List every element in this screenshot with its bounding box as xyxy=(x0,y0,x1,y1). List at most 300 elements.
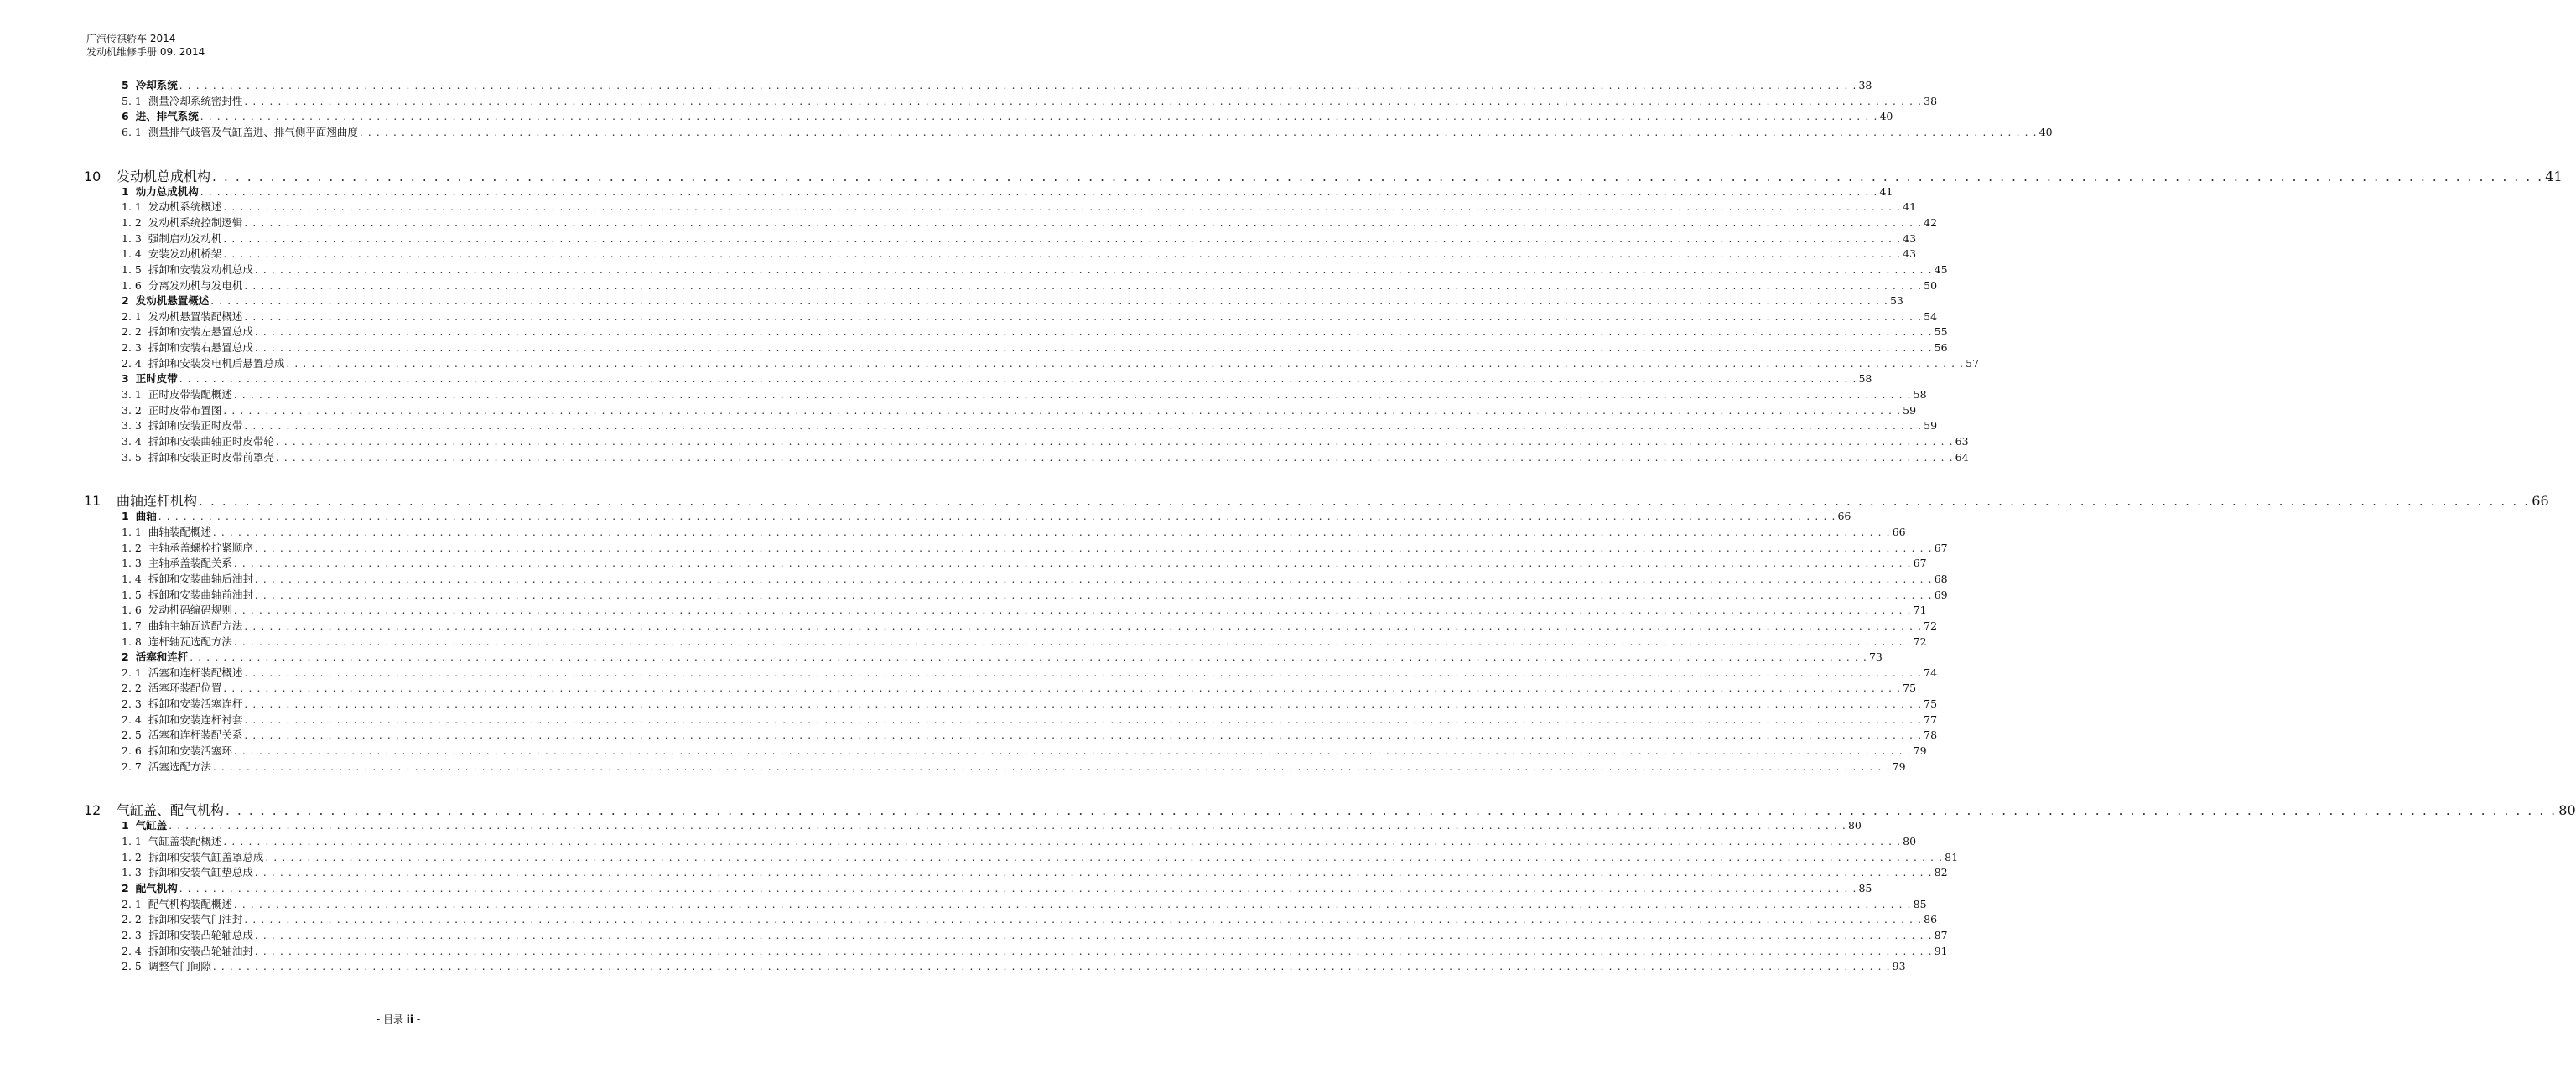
toc-dot-leader: . . . . . . . . . . . . . . . . . . . . . . . . . . . . . . . . . . . . . . . . . . . . . . . . . . . . . . . . . . . . . . . . . . . . . . . . . . . . . . . . . . . . . . . . . . . . . . . . . . . . . . . . . . . . . . . . . . . . . . . . . . . . . . . . . . . . . . . . . . . . . . . . . . . . . . . . . . . . . . . . . . . . . . . . . . . . . . . . . . . . . . . . . . . . . . . . . . . . . . . . xyxy=(179,882,1857,894)
toc-dot-leader: . . . . . . . . . . . . . . . . . . . . . . . . . . . . . . . . . . . . . . . . . . . . . . . . . . . . . . . . . . . . . . . . . . . . . . . . . . . . . . . . . . . . . . . . . . . . . . . . . . . . . . . . . . . . . . . . . . . . . . . . . . . . . . . . . . . . . . . . . . . . . . . . . . . . . . . . . . . . . . . . . . . . . . . . . . . . . . . . . . . . . . . . . . . . . . . . . . . . . . . . xyxy=(233,557,1912,570)
toc-dot-leader: . . . . . . . . . . . . . . . . . . . . . . . . . . . . . . . . . . . . . . . . . . . . . . . . . . . . . . . . . . . . . . . . . . . . . . . . . . . . . . . . . . . . . . . . . . . . . . . . . . . . . . . . . . . . . . . . . . . . . . . . . . . . . . . . . . . . . . . . . . . . . . . . . . . . . . . . . . . . . . . . . . . . . . . . . . . . . . . . . . . . . . . . . . . . . . . . . . . . . . . . xyxy=(233,745,1912,758)
toc-entry-sub[interactable] xyxy=(84,277,1938,293)
toc-entry-page: 59 xyxy=(1924,419,1938,433)
toc-entry-label xyxy=(122,419,242,433)
toc-entry-page: 75 xyxy=(1924,697,1938,711)
toc-entry-number: 3 xyxy=(122,372,129,386)
toc-entry-number: 1. 2 xyxy=(122,850,142,863)
toc-entry-title: 拆卸和安装凸轮轴总成 xyxy=(148,928,253,941)
toc-entry-page: 73 xyxy=(1868,651,1883,664)
toc-entry-title: 正时皮带布置图 xyxy=(148,403,222,417)
toc-entry-page: 64 xyxy=(1955,450,1969,464)
toc-entry-sub[interactable] xyxy=(84,911,1938,926)
toc-dot-leader: . . . . . . . . . . . . . . . . . . . . . . . . . . . . . . . . . . . . . . . . . . . . . . . . . . . . . . . . . . . . . . . . . . . . . . . . . . . . . . . . . . . . . . . . . . . . . . . . . . . . . . . . . . . . . . . . . . . . . . . . . . . . . . . . . . . . . . . . . . . . . . . . . . . . . . . . . . . . . . . . . . . . . . . . . . . . . . . . . . . . . . . . . . . . . . . . . . . . . . . . xyxy=(200,185,1878,198)
toc-entry-page: 58 xyxy=(1858,372,1872,386)
toc-entry-page: 67 xyxy=(1913,557,1927,570)
toc-dot-leader: . . . . . . . . . . . . . . . . . . . . . . . . . . . . . . . . . . . . . . . . . . . . . . . . . . . . . . . . . . . . . . . . . . . . . . . . . . . . . . . . . . . . . . . . . . . . . . . . . . . . . . . . . . . . . . . . . . . . . . . . . . . . . . . . . . . . . . . . . . . . . . . . . . . . . . . . . . . . . . . . . . . . . . . . . . . . . . . . . . . . . . . . . . . . . . . . . . . . . . . . xyxy=(254,326,1933,339)
toc-entry-title: 拆卸和安装活塞环 xyxy=(148,744,232,758)
toc-entry-sub[interactable] xyxy=(84,308,1938,324)
toc-entry-number: 1 xyxy=(122,184,129,198)
toc-entry-label xyxy=(122,451,274,464)
toc-entry-number: 2. 5 xyxy=(122,960,142,973)
toc-entry-title: 拆卸和安装气缸垫总成 xyxy=(148,866,253,879)
toc-entry-label xyxy=(122,341,253,355)
toc-entry-number: 1. 5 xyxy=(122,262,142,276)
toc-entry-sub[interactable] xyxy=(84,712,1938,727)
toc-entry-label xyxy=(122,126,358,139)
toc-entry-number: 10 xyxy=(84,168,101,184)
toc-entry-label xyxy=(122,898,232,911)
toc-entry-number: 2 xyxy=(122,294,129,308)
toc-entry-page: 59 xyxy=(1903,403,1917,417)
toc-dot-leader: . . . . . . . . . . . . . . . . . . . . . . . . . . . . . . . . . . . . . . . . . . . . . . . . . . . . . . . . . . . . . . . . . . . . . . . . . . . . . . . . . . . . . . . . . . . . . . . . . . . . . . . . . . . . . . . . . . . . . . . . . . . . . . . . . . . . . . . . . . . . . . . . . . . . . . . . . . . . . . . . . . . . . . . . . . . . . . . . . . . . . . . . . . . . . . . . . . . . . . . . xyxy=(179,80,1857,91)
toc-entry-title: 发动机悬置装配概述 xyxy=(148,309,243,323)
toc-dot-leader: . . . . . . . . . . . . . . . . . . . . . . . . . . . . . . . . . . . . . . . . . . . . . . . . . . . . . . . . . . . . . . . . . . . . . . . . . . . . . . . . . . . . . . . . . . . . . . . . . . . . . . . . . . . . . . . . . . . . . . . . . . . . . . . . . . . . . . . . . . . . . . . . . . . . . . . . . . . . . . . . . . . . . . . . . . . . . . . . . . . . . . . . . . . . . . . . . . . . . . . . xyxy=(212,961,1891,973)
toc-entry-title: 拆卸和安装气缸盖罩总成 xyxy=(148,850,264,863)
toc-entry-number: 12 xyxy=(84,802,101,819)
toc-entry-chap[interactable] xyxy=(84,799,2576,819)
toc-entry-page: 68 xyxy=(1934,572,1948,585)
toc-entry-label xyxy=(122,232,221,246)
toc-dot-leader: . . . . . . . . . . . . . . . . . . . . . . . . . . . . . . . . . . . . . . . . . . . . . . . . . . . . . . . . . . . . . . . . . . . . . . . . . . . . . . . . . . . . . . . . . . . . . . . . . . . . . . . . . . . . . . . . . . . . . . . . . . . . . . . . . . . . . . . . . . . . . . . . . . . . . . . . . . . . . . . . . . . . . . . . . . . . . . . . . . . . . . . . . . . . . . . . . . . . . . . . xyxy=(244,279,1923,292)
toc-entry-page: 53 xyxy=(1889,294,1903,308)
toc-entry-sub[interactable] xyxy=(84,199,1917,214)
toc-entry-sec[interactable] xyxy=(84,508,1852,523)
toc-entry-number: 2. 5 xyxy=(122,728,142,742)
toc-entry-sub[interactable] xyxy=(84,958,1906,973)
toc-entry-number: 1. 7 xyxy=(122,619,142,632)
toc-entry-number: 2 xyxy=(122,881,129,894)
toc-entry-sub[interactable] xyxy=(84,896,1927,911)
toc-entry-sub[interactable] xyxy=(84,618,1938,633)
toc-entry-page: 67 xyxy=(1934,541,1948,554)
toc-entry-page: 77 xyxy=(1924,713,1938,726)
toc-entry-title: 安装发动机桥架 xyxy=(148,247,222,261)
toc-dot-leader: . . . . . . . . . . . . . . . . . . . . . . . . . . . . . . . . . . . . . . . . . . . . . . . . . . . . . . . . . . . . . . . . . . . . . . . . . . . . . . . . . . . . . . . . . . . . . . . . . . . . . . . . . . . . . . . . . . . . . . . . . . . . . . . . . . . . . . . . . . . . . . . . . . . . . . . . . . . . . . . . . . . . . . . . . . . . . . . . . . . . . . . . . . . . . . . . . . . . . . . . xyxy=(265,851,1944,863)
toc-entry-label xyxy=(122,325,253,339)
toc-entry-label xyxy=(122,651,188,664)
toc-dot-leader: . . . . . . . . . . . . . . . . . . . . . . . . . . . . . . . . . . . . . . . . . . . . . . . . . . . . . . . . . . . . . . . . . . . . . . . . . . . . . . . . . . . . . . . . . . . . . . . . . . . . . . . . . . . . . . . . . . . . . . . . . . . . . . . . . . . . . . . . . . . . . . . . . . . . . . . . . . . . . . . . . . . . . . . . . . . . . . . . . . . . . . . . . . . . . . . . . . . . . . . . xyxy=(233,898,1912,910)
toc-entry-label xyxy=(122,619,242,633)
toc-entry-page: 45 xyxy=(1934,262,1948,276)
toc-entry-page: 74 xyxy=(1924,666,1938,679)
toc-entry-title: 配气机构 xyxy=(135,881,178,894)
toc-entry-sec[interactable] xyxy=(84,77,1872,92)
toc-entry-number: 2. 1 xyxy=(122,897,142,910)
toc-entry-title: 气缸盖、配气机构 xyxy=(117,802,225,819)
toc-entry-title: 曲轴连杆机构 xyxy=(117,493,198,510)
toc-entry-title: 测量冷却系统密封性 xyxy=(148,94,243,107)
toc-entry-title: 气缸盖 xyxy=(135,819,168,832)
toc-entry-label xyxy=(122,682,221,695)
toc-entry-sub[interactable] xyxy=(84,833,1917,848)
toc-entry-title: 连杆轴瓦选配方法 xyxy=(148,635,232,648)
toc-entry-label xyxy=(122,372,178,386)
toc-entry-label xyxy=(122,866,253,879)
toc-entry-page: 79 xyxy=(1892,759,1906,773)
toc-entry-label xyxy=(122,216,242,230)
toc-entry-page: 91 xyxy=(1934,944,1948,957)
toc-entry-sub[interactable] xyxy=(84,355,1980,371)
toc-entry-sub[interactable] xyxy=(84,602,1927,617)
toc-dot-leader: . . . . . . . . . . . . . . . . . . . . . . . . . . . . . . . . . . . . . . . . . . . . . . . . . . . . . . . . . . . . . . . . . . . . . . . . . . . . . . . . . . . . . . . . . . . . . . . . . . . . . . . . . . . . . . . . . . . . . . . . . . . . . . . . . . . . . . . . . . . . . . . . . . . . . . . . . . . . . . . . . . . . . . . . . . . . . . . . . . . . . . . . . . . . . . . . . . . . . . . . xyxy=(169,820,1846,832)
toc-entry-title: 拆卸和安装凸轮轴油封 xyxy=(148,944,253,957)
toc-entry-title: 分离发动机与发电机 xyxy=(148,278,243,292)
header-title: 广汽传祺轿车 2014 xyxy=(86,33,176,44)
toc-entry-number: 2. 2 xyxy=(122,325,142,339)
toc-entry-sub[interactable] xyxy=(84,849,1959,864)
toc-entry-sub[interactable] xyxy=(84,524,1906,539)
toc-dot-leader: . . . . . . . . . . . . . . . . . . . . . . . . . . . . . . . . . . . . . . . . . . . . . . . . . . . . . . . . . . . . . . . . . . . . . . . . . . . . . . . . . . . . . . . . . . . . . . . . . . . . . . . . . . . . . . . . . . . . . . . . . . . . . . . . . . . . . . . . . . . . . . . . . . . . . . . . . . . . . . . . . . . . . . . . . . . . . . . . . . . . . . . . . . . . . . . . . . . . . . . . xyxy=(226,803,2558,819)
toc-entry-sub[interactable] xyxy=(84,727,1938,742)
toc-entry-label xyxy=(84,493,197,510)
toc-entry-number: 1. 5 xyxy=(122,588,142,601)
toc-entry-page: 93 xyxy=(1892,960,1906,973)
toc-dot-leader: . . . . . . . . . . . . . . . . . . . . . . . . . . . . . . . . . . . . . . . . . . . . . . . . . . . . . . . . . . . . . . . . . . . . . . . . . . . . . . . . . . . . . . . . . . . . . . . . . . . . . . . . . . . . . . . . . . . . . . . . . . . . . . . . . . . . . . . . . . . . . . . . . . . . . . . . . . . . . . . . . . . . . . . . . . . . . . . . . . . . . . . . . . . . . . . . . . . . . . . . xyxy=(244,216,1923,229)
toc-entry-number: 2. 3 xyxy=(122,697,142,711)
toc-entry-sub[interactable] xyxy=(84,340,1948,355)
toc-dot-leader: . . . . . . . . . . . . . . . . . . . . . . . . . . . . . . . . . . . . . . . . . . . . . . . . . . . . . . . . . . . . . . . . . . . . . . . . . . . . . . . . . . . . . . . . . . . . . . . . . . . . . . . . . . . . . . . . . . . . . . . . . . . . . . . . . . . . . . . . . . . . . . . . . . . . . . . . . . . . . . . . . . . . . . . . . . . . . . . . . . . . . . . . . . . . . . . . . . . . . . . . xyxy=(212,168,2544,184)
toc-entry-page: 72 xyxy=(1913,635,1927,648)
toc-entry-number: 2. 7 xyxy=(122,759,142,773)
toc-entry-page: 71 xyxy=(1913,604,1927,617)
toc-entry-label xyxy=(122,851,263,864)
toc-entry-number: 1. 2 xyxy=(122,215,142,229)
toc-entry-page: 66 xyxy=(1892,525,1906,538)
toc-dot-leader: . . . . . . . . . . . . . . . . . . . . . . . . . . . . . . . . . . . . . . . . . . . . . . . . . . . . . . . . . . . . . . . . . . . . . . . . . . . . . . . . . . . . . . . . . . . . . . . . . . . . . . . . . . . . . . . . . . . . . . . . . . . . . . . . . . . . . . . . . . . . . . . . . . . . . . . . . . . . . . . . . . . . . . . . . . . . . . . . . . . . . . . . . . . . . . . . . . . . . . . . xyxy=(244,95,1923,107)
toc-entry-page: 72 xyxy=(1924,619,1938,632)
toc-entry-number: 5 xyxy=(122,79,129,91)
toc-entry-page: 85 xyxy=(1858,881,1872,894)
toc-entry-label xyxy=(122,819,167,832)
toc-entry-page: 80 xyxy=(1903,835,1917,848)
toc-dot-leader: . . . . . . . . . . . . . . . . . . . . . . . . . . . . . . . . . . . . . . . . . . . . . . . . . . . . . . . . . . . . . . . . . . . . . . . . . . . . . . . . . . . . . . . . . . . . . . . . . . . . . . . . . . . . . . . . . . . . . . . . . . . . . . . . . . . . . . . . . . . . . . . . . . . . . . . . . . . . . . . . . . . . . . . . . . . . . . . . . . . . . . . . . . . . . . . . . . . . . . . . xyxy=(244,420,1923,433)
toc-entry-title: 拆卸和安装连杆衬套 xyxy=(148,713,243,726)
toc-entry-number: 2. 4 xyxy=(122,356,142,370)
toc-dot-leader: . . . . . . . . . . . . . . . . . . . . . . . . . . . . . . . . . . . . . . . . . . . . . . . . . . . . . . . . . . . . . . . . . . . . . . . . . . . . . . . . . . . . . . . . . . . . . . . . . . . . . . . . . . . . . . . . . . . . . . . . . . . . . . . . . . . . . . . . . . . . . . . . . . . . . . . . . . . . . . . . . . . . . . . . . . . . . . . . . . . . . . . . . . . . . . . . . . . . . . . . xyxy=(359,126,2038,138)
toc-dot-leader: . . . . . . . . . . . . . . . . . . . . . . . . . . . . . . . . . . . . . . . . . . . . . . . . . . . . . . . . . . . . . . . . . . . . . . . . . . . . . . . . . . . . . . . . . . . . . . . . . . . . . . . . . . . . . . . . . . . . . . . . . . . . . . . . . . . . . . . . . . . . . . . . . . . . . . . . . . . . . . . . . . . . . . . . . . . . . . . . . . . . . . . . . . . . . . . . . . . . . . . . xyxy=(254,263,1933,276)
toc-dot-leader: . . . . . . . . . . . . . . . . . . . . . . . . . . . . . . . . . . . . . . . . . . . . . . . . . . . . . . . . . . . . . . . . . . . . . . . . . . . . . . . . . . . . . . . . . . . . . . . . . . . . . . . . . . . . . . . . . . . . . . . . . . . . . . . . . . . . . . . . . . . . . . . . . . . . . . . . . . . . . . . . . . . . . . . . . . . . . . . . . . . . . . . . . . . . . . . . . . . . . . . . xyxy=(275,451,1954,464)
toc-dot-leader: . . . . . . . . . . . . . . . . . . . . . . . . . . . . . . . . . . . . . . . . . . . . . . . . . . . . . . . . . . . . . . . . . . . . . . . . . . . . . . . . . . . . . . . . . . . . . . . . . . . . . . . . . . . . . . . . . . . . . . . . . . . . . . . . . . . . . . . . . . . . . . . . . . . . . . . . . . . . . . . . . . . . . . . . . . . . . . . . . . . . . . . . . . . . . . . . . . . . . . . . xyxy=(254,867,1933,879)
toc-entry-label xyxy=(122,960,211,973)
toc-entry-title: 冷却系统 xyxy=(135,79,178,91)
toc-entry-label xyxy=(122,945,253,958)
toc-entry-number: 3. 5 xyxy=(122,450,142,464)
toc-entry-page: 80 xyxy=(1847,819,1862,832)
toc-entry-label xyxy=(122,388,232,402)
toc-entry-page: 78 xyxy=(1924,728,1938,742)
toc-entry-title: 拆卸和安装正时皮带前罩壳 xyxy=(148,450,274,464)
toc-dot-leader: . . . . . . . . . . . . . . . . . . . . . . . . . . . . . . . . . . . . . . . . . . . . . . . . . . . . . . . . . . . . . . . . . . . . . . . . . . . . . . . . . . . . . . . . . . . . . . . . . . . . . . . . . . . . . . . . . . . . . . . . . . . . . . . . . . . . . . . . . . . . . . . . . . . . . . . . . . . . . . . . . . . . . . . . . . . . . . . . . . . . . . . . . . . . . . . . . . . . . . . . xyxy=(254,542,1933,554)
toc-entry-sub[interactable] xyxy=(84,215,1938,230)
toc-entry-title: 拆卸和安装曲轴前油封 xyxy=(148,588,253,601)
toc-entry-title: 活塞和连杆 xyxy=(135,651,189,664)
toc-entry-title: 动力总成机构 xyxy=(135,184,199,198)
toc-entry-sub[interactable] xyxy=(84,402,1917,417)
toc-entry-label xyxy=(122,510,157,523)
toc-dot-leader: . . . . . . . . . . . . . . . . . . . . . . . . . . . . . . . . . . . . . . . . . . . . . . . . . . . . . . . . . . . . . . . . . . . . . . . . . . . . . . . . . . . . . . . . . . . . . . . . . . . . . . . . . . . . . . . . . . . . . . . . . . . . . . . . . . . . . . . . . . . . . . . . . . . . . . . . . . . . . . . . . . . . . . . . . . . . . . . . . . . . . . . . . . . . . . . . . . . . . . . . xyxy=(210,295,1888,308)
toc-entry-label xyxy=(122,95,242,108)
toc-entry-number: 1. 6 xyxy=(122,278,142,292)
toc-entry-title: 活塞环装配位置 xyxy=(148,682,222,695)
toc-entry-page: 81 xyxy=(1945,850,1959,863)
toc-entry-sec[interactable] xyxy=(84,293,1903,308)
toc-entry-sub[interactable] xyxy=(84,587,1948,602)
toc-entry-page: 38 xyxy=(1924,94,1938,107)
toc-entry-label xyxy=(122,185,199,199)
toc-entry-title: 拆卸和安装气门油封 xyxy=(148,913,243,926)
toc-dot-leader: . . . . . . . . . . . . . . . . . . . . . . . . . . . . . . . . . . . . . . . . . . . . . . . . . . . . . . . . . . . . . . . . . . . . . . . . . . . . . . . . . . . . . . . . . . . . . . . . . . . . . . . . . . . . . . . . . . . . . . . . . . . . . . . . . . . . . . . . . . . . . . . . . . . . . . . . . . . . . . . . . . . . . . . . . . . . . . . . . . . . . . . . . . . . . . . . . . . . . . . . xyxy=(223,404,1902,417)
toc-entry-sub[interactable] xyxy=(84,665,1938,680)
toc-entry-title: 拆卸和安装右悬置总成 xyxy=(148,341,253,355)
toc-dot-leader: . . . . . . . . . . . . . . . . . . . . . . . . . . . . . . . . . . . . . . . . . . . . . . . . . . . . . . . . . . . . . . . . . . . . . . . . . . . . . . . . . . . . . . . . . . . . . . . . . . . . . . . . . . . . . . . . . . . . . . . . . . . . . . . . . . . . . . . . . . . . . . . . . . . . . . . . . . . . . . . . . . . . . . . . . . . . . . . . . . . . . . . . . . . . . . . . . . . . . . . . xyxy=(223,682,1902,695)
toc-entry-sub[interactable] xyxy=(84,540,1948,555)
toc-entry-title: 活塞和连杆装配概述 xyxy=(148,666,243,679)
toc-entry-label xyxy=(122,279,242,293)
toc-entry-title: 发动机悬置概述 xyxy=(135,294,210,308)
toc-entry-sub[interactable] xyxy=(84,449,1969,464)
toc-entry-title: 发动机总成机构 xyxy=(117,168,211,184)
toc-entry-page: 41 xyxy=(1903,200,1917,214)
toc-entry-number: 2. 4 xyxy=(122,713,142,726)
toc-entry-sub[interactable] xyxy=(84,634,1927,649)
toc-dot-leader: . . . . . . . . . . . . . . . . . . . . . . . . . . . . . . . . . . . . . . . . . . . . . . . . . . . . . . . . . . . . . . . . . . . . . . . . . . . . . . . . . . . . . . . . . . . . . . . . . . . . . . . . . . . . . . . . . . . . . . . . . . . . . . . . . . . . . . . . . . . . . . . . . . . . . . . . . . . . . . . . . . . . . . . . . . . . . . . . . . . . . . . . . . . . . . . . . . . . . . . . xyxy=(223,201,1902,214)
toc-entry-page: 40 xyxy=(1879,110,1893,123)
toc-entry-number: 2. 6 xyxy=(122,744,142,758)
toc-entry-label xyxy=(122,588,253,602)
toc-entry-number: 3. 2 xyxy=(122,403,142,417)
toc-entry-number: 2. 4 xyxy=(122,944,142,957)
toc-entry-page: 57 xyxy=(1966,356,1980,370)
toc-entry-title: 拆卸和安装曲轴正时皮带轮 xyxy=(148,435,274,448)
toc-entry-title: 主轴承盖装配关系 xyxy=(148,557,232,570)
toc-entry-label xyxy=(122,110,199,123)
toc-dot-leader: . . . . . . . . . . . . . . . . . . . . . . . . . . . . . . . . . . . . . . . . . . . . . . . . . . . . . . . . . . . . . . . . . . . . . . . . . . . . . . . . . . . . . . . . . . . . . . . . . . . . . . . . . . . . . . . . . . . . . . . . . . . . . . . . . . . . . . . . . . . . . . . . . . . . . . . . . . . . . . . . . . . . . . . . . . . . . . . . . . . . . . . . . . . . . . . . . . . . . . . . xyxy=(254,929,1933,941)
toc-entry-sub[interactable] xyxy=(84,927,1948,942)
toc-entry-title: 曲轴 xyxy=(135,510,157,523)
toc-entry-page: 66 xyxy=(2532,493,2549,510)
toc-entry-title: 气缸盖装配概述 xyxy=(148,835,222,848)
toc-entry-page: 75 xyxy=(1903,682,1917,695)
toc-entry-number: 2. 1 xyxy=(122,666,142,679)
toc-entry-label xyxy=(122,666,242,680)
toc-dot-leader: . . . . . . . . . . . . . . . . . . . . . . . . . . . . . . . . . . . . . . . . . . . . . . . . . . . . . . . . . . . . . . . . . . . . . . . . . . . . . . . . . . . . . . . . . . . . . . . . . . . . . . . . . . . . . . . . . . . . . . . . . . . . . . . . . . . . . . . . . . . . . . . . . . . . . . . . . . . . . . . . . . . . . . . . . . . . . . . . . . . . . . . . . . . . . . . . . . . . . . . . xyxy=(244,914,1923,926)
toc-entry-page: 69 xyxy=(1934,588,1948,601)
toc-entry-page: 42 xyxy=(1924,215,1938,229)
toc-entry-page: 41 xyxy=(2545,168,2563,184)
toc-dot-leader: . . . . . . . . . . . . . . . . . . . . . . . . . . . . . . . . . . . . . . . . . . . . . . . . . . . . . . . . . . . . . . . . . . . . . . . . . . . . . . . . . . . . . . . . . . . . . . . . . . . . . . . . . . . . . . . . . . . . . . . . . . . . . . . . . . . . . . . . . . . . . . . . . . . . . . . . . . . . . . . . . . . . . . . . . . . . . . . . . . . . . . . . . . . . . . . . . . . . . . . . xyxy=(286,357,1965,370)
toc-entry-number: 3. 3 xyxy=(122,419,142,433)
toc-entry-page: 38 xyxy=(1858,79,1872,91)
toc-entry-label xyxy=(122,263,253,277)
toc-entry-sub[interactable] xyxy=(84,124,2053,139)
footer-page-number: ii xyxy=(406,1013,414,1025)
toc-entry-page: 41 xyxy=(1879,184,1893,198)
toc-entry-label xyxy=(122,310,242,324)
toc-entry-sub[interactable] xyxy=(84,571,1948,586)
toc-entry-number: 2. 2 xyxy=(122,913,142,926)
toc-dot-leader: . . . . . . . . . . . . . . . . . . . . . . . . . . . . . . . . . . . . . . . . . . . . . . . . . . . . . . . . . . . . . . . . . . . . . . . . . . . . . . . . . . . . . . . . . . . . . . . . . . . . . . . . . . . . . . . . . . . . . . . . . . . . . . . . . . . . . . . . . . . . . . . . . . . . . . . . . . . . . . . . . . . . . . . . . . . . . . . . . . . . . . . . . . . . . . . . . . . . . . . . xyxy=(190,651,1867,664)
toc-entry-title: 拆卸和安装曲轴后油封 xyxy=(148,572,253,585)
toc-dot-leader: . . . . . . . . . . . . . . . . . . . . . . . . . . . . . . . . . . . . . . . . . . . . . . . . . . . . . . . . . . . . . . . . . . . . . . . . . . . . . . . . . . . . . . . . . . . . . . . . . . . . . . . . . . . . . . . . . . . . . . . . . . . . . . . . . . . . . . . . . . . . . . . . . . . . . . . . . . . . . . . . . . . . . . . . . . . . . . . . . . . . . . . . . . . . . . . . . . . . . . . . xyxy=(223,248,1902,261)
toc-entry-number: 6 xyxy=(122,110,129,123)
toc-entry-label xyxy=(122,728,242,742)
toc-entry-label xyxy=(122,79,178,92)
toc-entry-chap[interactable] xyxy=(84,165,2563,185)
toc-dot-leader: . . . . . . . . . . . . . . . . . . . . . . . . . . . . . . . . . . . . . . . . . . . . . . . . . . . . . . . . . . . . . . . . . . . . . . . . . . . . . . . . . . . . . . . . . . . . . . . . . . . . . . . . . . . . . . . . . . . . . . . . . . . . . . . . . . . . . . . . . . . . . . . . . . . . . . . . . . . . . . . . . . . . . . . . . . . . . . . . . . . . . . . . . . . . . . . . . . . . . . . . xyxy=(179,373,1857,386)
toc-entry-label xyxy=(122,557,232,570)
toc-dot-leader: . . . . . . . . . . . . . . . . . . . . . . . . . . . . . . . . . . . . . . . . . . . . . . . . . . . . . . . . . . . . . . . . . . . . . . . . . . . . . . . . . . . . . . . . . . . . . . . . . . . . . . . . . . . . . . . . . . . . . . . . . . . . . . . . . . . . . . . . . . . . . . . . . . . . . . . . . . . . . . . . . . . . . . . . . . . . . . . . . . . . . . . . . . . . . . . . . . . . . . . . xyxy=(244,310,1923,323)
toc-entry-page: 63 xyxy=(1955,435,1969,448)
toc-entry-page: 82 xyxy=(1934,866,1948,879)
toc-entry-number: 1. 1 xyxy=(122,200,142,214)
toc-entry-label xyxy=(122,357,284,371)
toc-entry-number: 1 xyxy=(122,510,129,523)
toc-dot-leader: . . . . . . . . . . . . . . . . . . . . . . . . . . . . . . . . . . . . . . . . . . . . . . . . . . . . . . . . . . . . . . . . . . . . . . . . . . . . . . . . . . . . . . . . . . . . . . . . . . . . . . . . . . . . . . . . . . . . . . . . . . . . . . . . . . . . . . . . . . . . . . . . . . . . . . . . . . . . . . . . . . . . . . . . . . . . . . . . . . . . . . . . . . . . . . . . . . . . . . . . xyxy=(200,111,1878,123)
toc-entry-page: 43 xyxy=(1903,247,1917,261)
toc-entry-title: 正时皮带 xyxy=(135,372,178,386)
toc-dot-leader: . . . . . . . . . . . . . . . . . . . . . . . . . . . . . . . . . . . . . . . . . . . . . . . . . . . . . . . . . . . . . . . . . . . . . . . . . . . . . . . . . . . . . . . . . . . . . . . . . . . . . . . . . . . . . . . . . . . . . . . . . . . . . . . . . . . . . . . . . . . . . . . . . . . . . . . . . . . . . . . . . . . . . . . . . . . . . . . . . . . . . . . . . . . . . . . . . . . . . . . . xyxy=(233,389,1912,402)
toc-entry-label xyxy=(122,713,242,727)
toc-entry-page: 80 xyxy=(2558,802,2576,819)
toc-entry-title: 发动机系统概述 xyxy=(148,200,222,214)
toc-dot-leader: . . . . . . . . . . . . . . . . . . . . . . . . . . . . . . . . . . . . . . . . . . . . . . . . . . . . . . . . . . . . . . . . . . . . . . . . . . . . . . . . . . . . . . . . . . . . . . . . . . . . . . . . . . . . . . . . . . . . . . . . . . . . . . . . . . . . . . . . . . . . . . . . . . . . . . . . . . . . . . . . . . . . . . . . . . . . . . . . . . . . . . . . . . . . . . . . . . . . . . . . xyxy=(233,604,1912,617)
toc-entry-number: 2. 1 xyxy=(122,309,142,323)
toc-entry-title: 活塞和连杆装配关系 xyxy=(148,728,243,742)
toc-entry-sub[interactable] xyxy=(84,743,1927,758)
toc-entry-sec[interactable] xyxy=(84,817,1862,832)
toc-entry-number: 11 xyxy=(84,493,101,510)
toc-entry-sub[interactable] xyxy=(84,231,1917,246)
toc-entry-number: 1. 4 xyxy=(122,247,142,261)
toc-entry-number: 1. 4 xyxy=(122,572,142,585)
toc-entry-sub[interactable] xyxy=(84,246,1917,261)
toc-entry-label xyxy=(122,635,232,649)
toc-entry-sub[interactable] xyxy=(84,417,1938,433)
toc-entry-page: 54 xyxy=(1924,309,1938,323)
toc-dot-leader: . . . . . . . . . . . . . . . . . . . . . . . . . . . . . . . . . . . . . . . . . . . . . . . . . . . . . . . . . . . . . . . . . . . . . . . . . . . . . . . . . . . . . . . . . . . . . . . . . . . . . . . . . . . . . . . . . . . . . . . . . . . . . . . . . . . . . . . . . . . . . . . . . . . . . . . . . . . . . . . . . . . . . . . . . . . . . . . . . . . . . . . . . . . . . . . . . . . . . . . . xyxy=(244,698,1923,711)
toc-dot-leader: . . . . . . . . . . . . . . . . . . . . . . . . . . . . . . . . . . . . . . . . . . . . . . . . . . . . . . . . . . . . . . . . . . . . . . . . . . . . . . . . . . . . . . . . . . . . . . . . . . . . . . . . . . . . . . . . . . . . . . . . . . . . . . . . . . . . . . . . . . . . . . . . . . . . . . . . . . . . . . . . . . . . . . . . . . . . . . . . . . . . . . . . . . . . . . . . . . . . . . . . xyxy=(244,619,1923,632)
toc-entry-page: 79 xyxy=(1913,744,1927,758)
footer-prefix: - 目录 xyxy=(376,1013,407,1025)
toc-entry-title: 调整气门间隙 xyxy=(148,960,211,973)
toc-entry-label xyxy=(122,929,253,942)
toc-entry-number: 1. 3 xyxy=(122,231,142,245)
toc-entry-label xyxy=(84,802,224,819)
toc-dot-leader: . . . . . . . . . . . . . . . . . . . . . . . . . . . . . . . . . . . . . . . . . . . . . . . . . . . . . . . . . . . . . . . . . . . . . . . . . . . . . . . . . . . . . . . . . . . . . . . . . . . . . . . . . . . . . . . . . . . . . . . . . . . . . . . . . . . . . . . . . . . . . . . . . . . . . . . . . . . . . . . . . . . . . . . . . . . . . . . . . . . . . . . . . . . . . . . . . . . . . . . . xyxy=(158,511,1836,523)
toc-entry-title: 强制启动发动机 xyxy=(148,231,222,245)
toc-entry-label xyxy=(122,247,221,261)
toc-entry-number: 3. 1 xyxy=(122,388,142,402)
page-header xyxy=(86,32,205,59)
page-footer xyxy=(0,1012,797,1026)
toc-entry-title: 进、排气系统 xyxy=(135,110,199,123)
toc-dot-leader: . . . . . . . . . . . . . . . . . . . . . . . . . . . . . . . . . . . . . . . . . . . . . . . . . . . . . . . . . . . . . . . . . . . . . . . . . . . . . . . . . . . . . . . . . . . . . . . . . . . . . . . . . . . . . . . . . . . . . . . . . . . . . . . . . . . . . . . . . . . . . . . . . . . . . . . . . . . . . . . . . . . . . . . . . . . . . . . . . . . . . . . . . . . . . . . . . . . . . . . . xyxy=(233,635,1912,648)
toc-entry-sub[interactable] xyxy=(84,864,1948,879)
toc-entry-sec[interactable] xyxy=(84,108,1893,123)
toc-entry-number: 1. 3 xyxy=(122,557,142,570)
toc-dot-leader: . . . . . . . . . . . . . . . . . . . . . . . . . . . . . . . . . . . . . . . . . . . . . . . . . . . . . . . . . . . . . . . . . . . . . . . . . . . . . . . . . . . . . . . . . . . . . . . . . . . . . . . . . . . . . . . . . . . . . . . . . . . . . . . . . . . . . . . . . . . . . . . . . . . . . . . . . . . . . . . . . . . . . . . . . . . . . . . . . . . . . . . . . . . . . . . . . . . . . . . . xyxy=(212,526,1891,538)
toc-entry-label xyxy=(122,882,178,895)
toc-entry-label xyxy=(122,526,211,539)
toc-entry-title: 拆卸和安装活塞连杆 xyxy=(148,697,243,711)
toc-entry-sub[interactable] xyxy=(84,759,1906,774)
toc-entry-title: 发动机系统控制逻辑 xyxy=(148,215,243,229)
toc-entry-number: 1. 8 xyxy=(122,635,142,648)
toc-entry-label xyxy=(122,573,253,586)
toc-entry-page: 56 xyxy=(1934,341,1948,355)
toc-entry-number: 2 xyxy=(122,651,129,664)
toc-entry-page: 58 xyxy=(1913,388,1927,402)
toc-entry-number: 6. 1 xyxy=(122,125,142,138)
toc-entry-title: 曲轴装配概述 xyxy=(148,525,211,538)
toc-dot-leader: . . . . . . . . . . . . . . . . . . . . . . . . . . . . . . . . . . . . . . . . . . . . . . . . . . . . . . . . . . . . . . . . . . . . . . . . . . . . . . . . . . . . . . . . . . . . . . . . . . . . . . . . . . . . . . . . . . . . . . . . . . . . . . . . . . . . . . . . . . . . . . . . . . . . . . . . . . . . . . . . . . . . . . . . . . . . . . . . . . . . . . . . . . . . . . . . . . . . . . . . xyxy=(199,494,2531,510)
toc-entry-sub[interactable] xyxy=(84,433,1969,448)
toc-dot-leader: . . . . . . . . . . . . . . . . . . . . . . . . . . . . . . . . . . . . . . . . . . . . . . . . . . . . . . . . . . . . . . . . . . . . . . . . . . . . . . . . . . . . . . . . . . . . . . . . . . . . . . . . . . . . . . . . . . . . . . . . . . . . . . . . . . . . . . . . . . . . . . . . . . . . . . . . . . . . . . . . . . . . . . . . . . . . . . . . . . . . . . . . . . . . . . . . . . . . . . . . xyxy=(223,232,1902,245)
toc-entry-label xyxy=(122,835,221,848)
toc-entry-page: 55 xyxy=(1934,325,1948,339)
toc-entry-title: 拆卸和安装发电机后悬置总成 xyxy=(148,356,285,370)
toc-entry-sub[interactable] xyxy=(84,93,1938,108)
toc-entry-sec[interactable] xyxy=(84,649,1883,664)
footer-suffix: - xyxy=(413,1013,421,1025)
toc-entry-page: 43 xyxy=(1903,231,1917,245)
toc-entry-title: 测量排气歧管及气缸盖进、排气侧平面翘曲度 xyxy=(148,125,358,138)
toc-dot-leader: . . . . . . . . . . . . . . . . . . . . . . . . . . . . . . . . . . . . . . . . . . . . . . . . . . . . . . . . . . . . . . . . . . . . . . . . . . . . . . . . . . . . . . . . . . . . . . . . . . . . . . . . . . . . . . . . . . . . . . . . . . . . . . . . . . . . . . . . . . . . . . . . . . . . . . . . . . . . . . . . . . . . . . . . . . . . . . . . . . . . . . . . . . . . . . . . . . . . . . . . xyxy=(275,436,1954,448)
toc-entry-title: 发动机码编码规则 xyxy=(148,604,232,617)
toc-dot-leader: . . . . . . . . . . . . . . . . . . . . . . . . . . . . . . . . . . . . . . . . . . . . . . . . . . . . . . . . . . . . . . . . . . . . . . . . . . . . . . . . . . . . . . . . . . . . . . . . . . . . . . . . . . . . . . . . . . . . . . . . . . . . . . . . . . . . . . . . . . . . . . . . . . . . . . . . . . . . . . . . . . . . . . . . . . . . . . . . . . . . . . . . . . . . . . . . . . . . . . . . xyxy=(244,729,1923,742)
toc-entry-sub[interactable] xyxy=(84,324,1948,339)
toc-entry-sec[interactable] xyxy=(84,184,1893,199)
toc-entry-sub[interactable] xyxy=(84,696,1938,711)
toc-entry-label xyxy=(122,604,232,617)
toc-entry-sub[interactable] xyxy=(84,943,1948,958)
toc-entry-number: 1. 1 xyxy=(122,835,142,848)
toc-entry-number: 1. 3 xyxy=(122,866,142,879)
toc-entry-chap[interactable] xyxy=(84,490,2549,510)
toc-entry-label xyxy=(122,697,242,711)
toc-entry-label xyxy=(122,294,209,308)
toc-entry-label xyxy=(84,168,210,185)
toc-entry-number: 1. 1 xyxy=(122,525,142,538)
toc-dot-leader: . . . . . . . . . . . . . . . . . . . . . . . . . . . . . . . . . . . . . . . . . . . . . . . . . . . . . . . . . . . . . . . . . . . . . . . . . . . . . . . . . . . . . . . . . . . . . . . . . . . . . . . . . . . . . . . . . . . . . . . . . . . . . . . . . . . . . . . . . . . . . . . . . . . . . . . . . . . . . . . . . . . . . . . . . . . . . . . . . . . . . . . . . . . . . . . . . . . . . . . . xyxy=(254,573,1933,585)
toc-entry-sec[interactable] xyxy=(84,880,1872,895)
toc-entry-sub[interactable] xyxy=(84,555,1927,570)
toc-entry-page: 85 xyxy=(1913,897,1927,910)
toc-entry-title: 曲轴主轴瓦选配方法 xyxy=(148,619,243,632)
toc-entry-number: 2. 3 xyxy=(122,341,142,355)
toc-entry-title: 配气机构装配概述 xyxy=(148,897,232,910)
toc-entry-number: 5. 1 xyxy=(122,94,142,107)
toc-dot-leader: . . . . . . . . . . . . . . . . . . . . . . . . . . . . . . . . . . . . . . . . . . . . . . . . . . . . . . . . . . . . . . . . . . . . . . . . . . . . . . . . . . . . . . . . . . . . . . . . . . . . . . . . . . . . . . . . . . . . . . . . . . . . . . . . . . . . . . . . . . . . . . . . . . . . . . . . . . . . . . . . . . . . . . . . . . . . . . . . . . . . . . . . . . . . . . . . . . . . . . . . xyxy=(212,760,1891,773)
toc-entry-title: 主轴承盖螺栓拧紧顺序 xyxy=(148,541,253,554)
toc-entry-label xyxy=(122,744,232,758)
toc-entry-sub[interactable] xyxy=(84,680,1917,695)
toc-dot-leader: . . . . . . . . . . . . . . . . . . . . . . . . . . . . . . . . . . . . . . . . . . . . . . . . . . . . . . . . . . . . . . . . . . . . . . . . . . . . . . . . . . . . . . . . . . . . . . . . . . . . . . . . . . . . . . . . . . . . . . . . . . . . . . . . . . . . . . . . . . . . . . . . . . . . . . . . . . . . . . . . . . . . . . . . . . . . . . . . . . . . . . . . . . . . . . . . . . . . . . . . xyxy=(254,588,1933,601)
toc-entry-sec[interactable] xyxy=(84,371,1872,386)
toc-entry-title: 拆卸和安装正时皮带 xyxy=(148,419,243,433)
toc-entry-number: 1. 2 xyxy=(122,541,142,554)
toc-entry-label xyxy=(122,404,221,417)
toc-entry-label xyxy=(122,913,242,926)
toc-entry-page: 50 xyxy=(1924,278,1938,292)
toc-entry-label xyxy=(122,435,274,448)
toc-entry-sub[interactable] xyxy=(84,262,1948,277)
toc-entry-sub[interactable] xyxy=(84,386,1927,402)
toc-entry-number: 2. 2 xyxy=(122,682,142,695)
toc-entry-page: 66 xyxy=(1837,510,1852,523)
toc-dot-leader: . . . . . . . . . . . . . . . . . . . . . . . . . . . . . . . . . . . . . . . . . . . . . . . . . . . . . . . . . . . . . . . . . . . . . . . . . . . . . . . . . . . . . . . . . . . . . . . . . . . . . . . . . . . . . . . . . . . . . . . . . . . . . . . . . . . . . . . . . . . . . . . . . . . . . . . . . . . . . . . . . . . . . . . . . . . . . . . . . . . . . . . . . . . . . . . . . . . . . . . . xyxy=(254,342,1933,355)
